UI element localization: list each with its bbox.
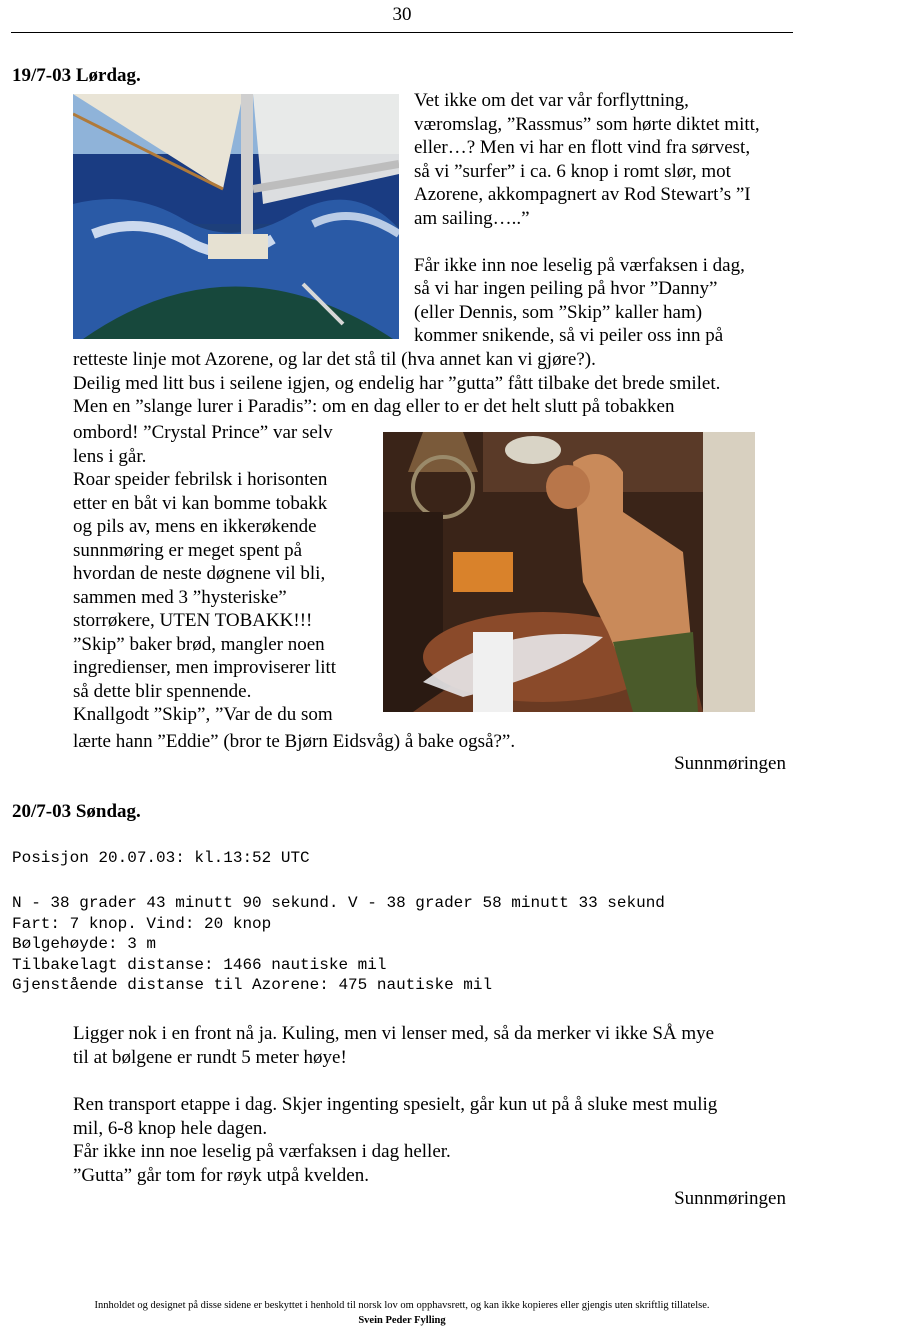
text-line: Ligger nok i en front nå ja. Kuling, men vi lenser med, så da merker vi ikke SÅ mye bbox=[73, 1023, 715, 1044]
text-line: ”Skip” baker brød, mangler noen bbox=[73, 633, 325, 655]
text-line: væromslag, ”Rassmus” som hørte diktet mitt, bbox=[414, 113, 760, 135]
text-line: sunnmøring er meget spent på bbox=[73, 539, 303, 561]
text-line: Azorene, akkompagnert av Rod Stewart’s ”I bbox=[414, 184, 751, 205]
text-line: Deilig med litt bus i seilene igjen, og endelig har ”gutta” fått tilbake det brede smilet. bbox=[73, 372, 721, 394]
entry1-full-width bbox=[73, 348, 804, 419]
entry1-right-column bbox=[414, 89, 804, 348]
text-line: Knallgodt ”Skip”, ”Var de du som bbox=[73, 704, 333, 725]
text-line: ingredienser, men improviserer litt bbox=[73, 657, 337, 678]
blank-line bbox=[414, 230, 804, 254]
text-line: Men en ”slange lurer i Paradis”: om en dag eller to er det helt slutt på tobakken bbox=[73, 396, 675, 417]
sailing-photo bbox=[73, 94, 399, 339]
data-line: Bølgehøyde: 3 m bbox=[12, 935, 157, 953]
text-line: kommer snikende, så vi peiler oss inn på bbox=[414, 325, 724, 346]
signature: Sunnmøringen bbox=[674, 753, 786, 774]
data-line: Gjenstående distanse til Azorene: 475 nautiske mil bbox=[12, 976, 493, 994]
text-line: lens i går. bbox=[73, 445, 147, 467]
author-name: Svein Peder Fylling bbox=[358, 1315, 446, 1326]
text-line: Får ikke inn noe leselig på værfaksen i dag, bbox=[414, 254, 745, 276]
text-line: så vi ”surfer” i ca. 6 knop i romt slør, mot bbox=[414, 160, 731, 182]
position-line: Posisjon 20.07.03: kl.13:52 UTC bbox=[12, 849, 310, 867]
position-data bbox=[12, 893, 792, 996]
text-line: Roar speider febrilsk i horisonten bbox=[73, 469, 328, 490]
entry2-paragraph-1 bbox=[73, 1022, 804, 1069]
text-line: så vi har ingen peiling på hvor ”Danny” bbox=[414, 278, 718, 299]
text-line: og pils av, mens en ikkerøkende bbox=[73, 516, 317, 537]
text-line: storrøkere, UTEN TOBAKK!!! bbox=[73, 610, 313, 631]
text-line: lærte hann ”Eddie” (bror te Bjørn Eidsvåg) å bake også?”. bbox=[73, 731, 516, 752]
text-line: mil, 6-8 knop hele dagen. bbox=[73, 1117, 268, 1139]
text-line: ”Gutta” går tom for røyk utpå kvelden. bbox=[73, 1164, 369, 1186]
entry2-paragraph-2 bbox=[73, 1093, 804, 1187]
entry1-last-line-wrap bbox=[73, 730, 804, 754]
text-line: eller…? Men vi har en flott vind fra sørvest, bbox=[414, 137, 751, 158]
text-line: ombord! ”Crystal Prince” var selv bbox=[73, 422, 333, 443]
entry-heading-saturday: 19/7-03 Lørdag. bbox=[12, 65, 141, 86]
header-rule bbox=[11, 32, 793, 33]
baking-photo bbox=[383, 432, 755, 712]
copyright-notice: Innholdet og designet på disse sidene er beskyttet i henhold til norsk lov om opphavsrett, og kan ikke kopieres eller gjengis uten skriftlig tillatelse. bbox=[94, 1300, 710, 1311]
text-line: Ren transport etappe i dag. Skjer ingenting spesielt, går kun ut på å sluke mest mulig bbox=[73, 1094, 718, 1115]
data-line: Fart: 7 knop. Vind: 20 knop bbox=[12, 914, 272, 933]
text-line: så dette blir spennende. bbox=[73, 680, 252, 702]
text-line: til at bølgene er rundt 5 meter høye! bbox=[73, 1046, 347, 1068]
text-line: etter en båt vi kan bomme tobakk bbox=[73, 492, 328, 514]
entry1-left-column bbox=[73, 421, 373, 727]
text-line: sammen med 3 ”hysteriske” bbox=[73, 586, 287, 608]
text-line: am sailing…..” bbox=[414, 207, 530, 229]
text-line: (eller Dennis, som ”Skip” kaller ham) bbox=[414, 301, 703, 323]
text-line: retteste linje mot Azorene, og lar det stå til (hva annet kan vi gjøre?). bbox=[73, 349, 596, 370]
signature: Sunnmøringen bbox=[674, 1188, 786, 1209]
text-line: Vet ikke om det var vår forflyttning, bbox=[414, 90, 689, 111]
data-line: N - 38 grader 43 minutt 90 sekund. V - 38 grader 58 minutt 33 sekund bbox=[12, 894, 665, 912]
text-line: Får ikke inn noe leselig på værfaksen i dag heller. bbox=[73, 1141, 451, 1162]
text-line: hvordan de neste døgnene vil bli, bbox=[73, 563, 326, 584]
entry-heading-sunday: 20/7-03 Søndag. bbox=[12, 801, 141, 822]
data-line: Tilbakelagt distanse: 1466 nautiske mil bbox=[12, 955, 387, 974]
page-number: 30 bbox=[392, 4, 412, 25]
